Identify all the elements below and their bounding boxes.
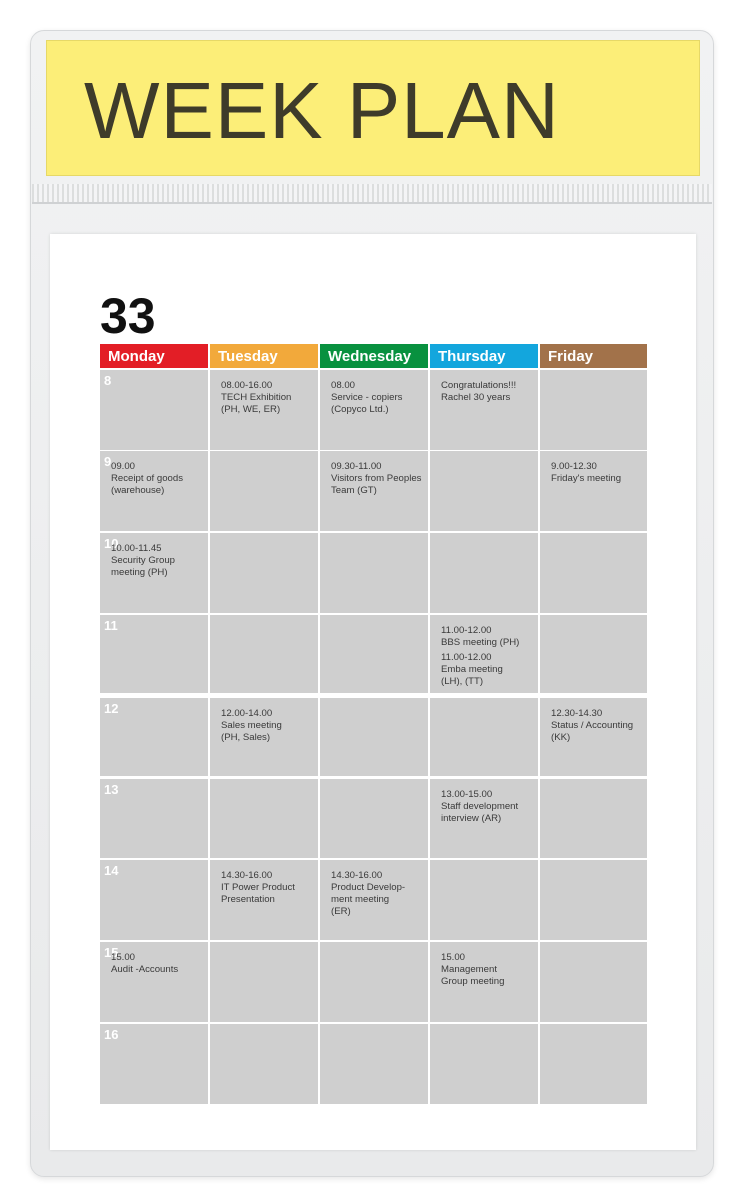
time-slot [100,1024,208,1104]
time-slot [210,615,318,693]
event-entry [331,380,402,416]
event-text: Group meeting [441,976,505,987]
event-text: Visitors from Peoples [331,473,422,484]
time-slot [210,533,318,613]
event-text: 14.30-16.00 [221,870,273,881]
event-text: Receipt of goods [111,473,183,484]
time-slot [430,698,538,776]
hour-label: 13 [104,782,119,797]
event-text: 12.30-14.30 [551,708,603,719]
event-text: TECH Exhibition [221,392,292,403]
event-text: Status / Accounting [551,720,634,731]
event-text: 14.30-16.00 [331,870,383,881]
time-slot [100,370,208,450]
event-text: 12.00-14.00 [221,708,273,719]
day-header-wednesday: Wednesday [320,344,428,368]
event-text: 9.00-12.30 [551,461,597,472]
event-text: Presentation [221,894,275,905]
event-text: (ER) [331,906,351,917]
event-text: Sales meeting [221,720,282,731]
event-text: ment meeting [331,894,390,905]
event-entry [221,380,291,416]
event-text: 09.00 [111,461,136,472]
event-text: Service - copiers [331,392,403,403]
hour-label: 9 [104,454,112,469]
event-entry [551,461,621,485]
time-slot [540,533,647,613]
event-text: (LH), (TT) [441,676,484,687]
time-slot [540,860,647,940]
week-number: 33 [100,288,156,344]
event-text: 15.00 [111,952,136,963]
time-slot [210,451,318,531]
time-slot [320,779,428,858]
hour-label: 8 [104,373,112,388]
event-text: Rachel 30 years [441,392,511,403]
hour-label: 10 [104,536,119,551]
page-title: WEEK PLAN [84,66,560,155]
time-slot [540,942,647,1022]
time-slot [540,370,647,450]
event-entry [441,625,519,688]
time-slot [100,615,208,693]
event-text: Product Develop- [331,882,406,893]
event-text: Friday's meeting [551,473,622,484]
hour-label: 15 [104,945,119,960]
event-entry [221,708,282,744]
hour-label: 14 [104,863,119,878]
event-entry [551,708,633,744]
event-text: (warehouse) [111,485,165,496]
event-text: 15.00 [441,952,466,963]
hour-label: 12 [104,701,119,716]
event-text: 13.00-15.00 [441,789,493,800]
time-slot [430,533,538,613]
time-slot [430,451,538,531]
zip-seal [32,184,712,202]
event-text: (PH, WE, ER) [221,404,281,415]
event-text: Congratulations!!! [441,380,517,391]
hour-label: 11 [104,618,118,633]
time-slot [540,615,647,693]
time-slot [320,1024,428,1104]
event-text: 11.00-12.00 [441,652,492,663]
time-slot [540,779,647,858]
event-entry [331,870,405,918]
event-text: (KK) [551,732,571,743]
time-slot [320,615,428,693]
event-entry [441,380,516,404]
time-slot [210,942,318,1022]
time-slot [540,1024,647,1104]
event-entry [331,461,421,497]
time-slot [210,779,318,858]
event-text: Staff development [441,801,519,812]
time-slot [320,533,428,613]
time-slot [430,1024,538,1104]
time-slot [210,1024,318,1104]
event-text: 10.00-11.45 [111,543,162,554]
time-slot [100,698,208,776]
event-text: IT Power Product [221,882,295,893]
event-entry [221,870,295,906]
event-text: Management [441,964,497,975]
day-header-thursday: Thursday [430,344,538,368]
hour-label: 16 [104,1027,119,1042]
event-text: (Copyco Ltd.) [331,404,389,415]
event-text: 08.00-16.00 [221,380,273,391]
event-entry [111,543,175,579]
event-text: 08.00 [331,380,356,391]
event-entry [441,789,518,825]
day-header-monday: Monday [100,344,208,368]
event-entry [441,952,504,988]
event-text: Team (GT) [331,485,377,496]
event-text: BBS meeting (PH) [441,637,520,648]
day-header-friday: Friday [540,344,647,368]
zip-seal-edge [32,202,712,204]
event-text: Audit -Accounts [111,964,179,975]
day-header-tuesday: Tuesday [210,344,318,368]
event-text: 09.30-11.00 [331,461,382,472]
event-text: (PH, Sales) [221,732,271,743]
event-text: interview (AR) [441,813,502,824]
event-text: 11.00-12.00 [441,625,492,636]
event-text: meeting (PH) [111,567,168,578]
time-slot [430,860,538,940]
event-text: Emba meeting [441,664,503,675]
time-slot [100,860,208,940]
time-slot [320,942,428,1022]
time-slot [320,698,428,776]
event-entry [111,461,183,497]
event-entry [111,952,178,976]
event-text: Security Group [111,555,175,566]
time-slot [100,779,208,858]
